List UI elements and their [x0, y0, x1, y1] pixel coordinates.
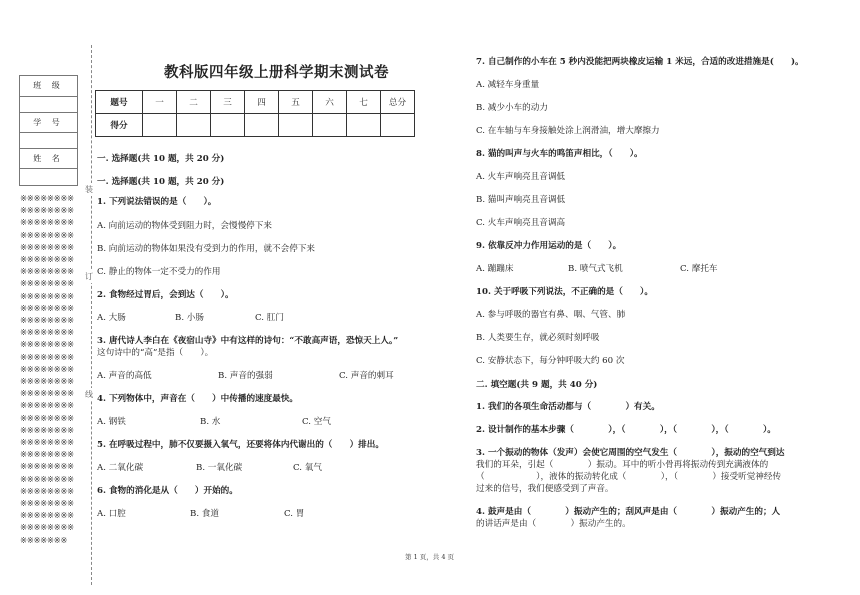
- q1-option-b: B. 向前运动的物体如果没有受到力的作用，就不会停下来: [97, 244, 316, 254]
- q2-option-a: A. 大肠: [97, 313, 126, 323]
- table-cell: 四: [245, 91, 279, 114]
- score-table-score-row: [96, 114, 415, 137]
- question-9: 9. 依靠反冲力作用运动的是（ ）。: [476, 241, 622, 251]
- question-7: 7. 自己制作的小车在 5 秒内没能把两块橡皮运输 1 米远，合适的改进措施是( )。: [476, 57, 804, 67]
- q6-option-c: C. 胃: [284, 509, 305, 519]
- question-3-cont: 这句诗中的“高”是指（ ）。: [97, 348, 214, 358]
- q1-option-a: A. 向前运动的物体受到阻力时，会慢慢停下来: [97, 221, 272, 231]
- score-cell[interactable]: [211, 114, 245, 137]
- section1-heading-repeat: 一. 选择题(共 10 题，共 20 分): [97, 177, 225, 187]
- q6-option-a: A. 口腔: [97, 509, 126, 519]
- score-cell[interactable]: [177, 114, 211, 137]
- fill-question-2: 2. 设计制作的基本步骤（ ），（ ），（ ），（ ）。: [476, 425, 776, 435]
- q10-option-b: B. 人类要生存，就必须时刻呼吸: [476, 333, 600, 343]
- score-cell[interactable]: [279, 114, 313, 137]
- question-10: 10. 关于呼吸下列说法，不正确的是（ ）。: [476, 287, 653, 297]
- score-cell[interactable]: [381, 114, 415, 137]
- q5-option-a: A. 二氧化碳: [97, 463, 144, 473]
- question-2: 2. 食物经过胃后，会到达（ ）。: [97, 290, 234, 300]
- student-number-field[interactable]: [20, 132, 77, 149]
- table-cell: 三: [211, 91, 245, 114]
- q3-option-a: A. 声音的高低: [97, 371, 152, 381]
- binding-dashed-line: [91, 45, 92, 585]
- score-cell[interactable]: [143, 114, 177, 137]
- fill-question-4: 4. 鼓声是由（ ）振动产生的；刮风声是由（ ）振动产生的；人: [476, 507, 781, 517]
- question-1: 1. 下列说法错误的是（ ）。: [97, 197, 217, 207]
- name-field[interactable]: [20, 168, 77, 185]
- score-table-header-row: [96, 91, 415, 114]
- q2-option-b: B. 小肠: [175, 313, 204, 323]
- table-cell: 七: [347, 91, 381, 114]
- q4-option-c: C. 空气: [302, 417, 331, 427]
- binding-char-xian: 线: [85, 390, 93, 399]
- q1-option-c: C. 静止的物体一定不受力的作用: [97, 267, 221, 277]
- question-4: 4. 下列物体中，声音在（ ）中传播的速度最快。: [97, 394, 299, 404]
- q8-option-b: B. 猫叫声响亮且音调低: [476, 195, 566, 205]
- q2-option-c: C. 肛门: [255, 313, 284, 323]
- question-8: 8. 猫的叫声与火车的鸣笛声相比，（ ）。: [476, 149, 643, 159]
- fill-question-3-line2: 我们的耳朵，引起（ ）振动。耳中的听小骨再将振动传到充满液体的: [476, 460, 769, 470]
- q10-option-c: C. 安静状态下，每分钟呼吸大约 60 次: [476, 356, 625, 366]
- q5-option-c: C. 氧气: [293, 463, 322, 473]
- name-label: 姓 名: [20, 148, 77, 169]
- fill-question-3-line3: （ ），液体的振动转化成（ ），（ ）接受听觉神经传: [476, 472, 782, 482]
- q10-option-a: A. 参与呼吸的器官有鼻、咽、气管、肺: [476, 310, 626, 320]
- score-cell[interactable]: [245, 114, 279, 137]
- fill-question-4-line2: 的讲话声是由（ ）振动产生的。: [476, 519, 631, 529]
- student-info-box: [19, 75, 78, 186]
- q5-option-b: B. 一氧化碳: [196, 463, 243, 473]
- question-6: 6. 食物的消化是从（ ）开始的。: [97, 486, 238, 496]
- page-footer: 第 1 页，共 4 页: [405, 553, 455, 561]
- q9-option-a: A. 蹦蹦床: [476, 264, 514, 274]
- fill-question-3: 3. 一个振动的物体（发声）会使它周围的空气发生（ ），振动的空气到达: [476, 448, 785, 458]
- table-cell: 总分: [381, 91, 415, 114]
- score-table: [95, 90, 415, 137]
- q7-option-c: C. 在车轴与车身接触处涂上润滑油，增大摩擦力: [476, 126, 660, 136]
- q8-option-c: C. 火车声响亮且音调高: [476, 218, 566, 228]
- fill-question-1: 1. 我们的各项生命活动都与（ ）有关。: [476, 402, 660, 412]
- q4-option-a: A. 钢铁: [97, 417, 126, 427]
- table-cell: 一: [143, 91, 177, 114]
- q9-option-b: B. 喷气式飞机: [568, 264, 623, 274]
- asterisk-border-pattern: ※※※※※※※※※※※※※※※※※※※※※※※※※※※※※※※※※※※※※※※※※※※※※※※※※※※※※※※※※※※※※※※※※※※※※※※※※※※※※※※※※※※※※※※※※※※※※※※※※※※※※※※※※※※※※※※※※※※※※※※※※※※※※※※※※※※※※※※※※※※※※※※※※※※※※※※※※※※※※※※※※※※※※※※※※※※※※※※※※※※※※※※※※※※※※※※※※※※※※※※※※※※※※※※※※※※※※※※※※※※※※※※※※※※※※※※: [20, 194, 74, 546]
- table-cell: 二: [177, 91, 211, 114]
- table-cell: 得分: [96, 114, 143, 137]
- score-cell[interactable]: [313, 114, 347, 137]
- q6-option-b: B. 食道: [190, 509, 219, 519]
- student-number-label: 学 号: [20, 112, 77, 133]
- class-field[interactable]: [20, 96, 77, 113]
- binding-char-ding: 订: [85, 272, 93, 281]
- fill-question-3-line4: 过来的信号，我们便感受到了声音。: [476, 484, 614, 494]
- table-cell: 六: [313, 91, 347, 114]
- question-5: 5. 在呼吸过程中，肺不仅要摄入氧气，还要将体内代谢出的（ ）排出。: [97, 440, 384, 450]
- score-cell[interactable]: [347, 114, 381, 137]
- section1-heading: 一. 选择题(共 10 题，共 20 分): [97, 154, 225, 164]
- question-3: 3. 唐代诗人李白在《夜宿山寺》中有这样的诗句：“不敢高声语，恐惊天上人。”: [97, 336, 399, 346]
- exam-title: 教科版四年级上册科学期末测试卷: [164, 64, 389, 81]
- q8-option-a: A. 火车声响亮且音调低: [476, 172, 566, 182]
- q7-option-b: B. 减少小车的动力: [476, 103, 548, 113]
- q9-option-c: C. 摩托车: [680, 264, 718, 274]
- q3-option-b: B. 声音的强弱: [218, 371, 273, 381]
- q4-option-b: B. 水: [200, 417, 221, 427]
- table-cell: 题号: [96, 91, 143, 114]
- class-label: 班 级: [33, 81, 64, 90]
- q7-option-a: A. 减轻车身重量: [476, 80, 540, 90]
- q3-option-c: C. 声音的刺耳: [339, 371, 394, 381]
- binding-char-zhuang: 装: [85, 185, 93, 194]
- table-cell: 五: [279, 91, 313, 114]
- section2-heading: 二. 填空题(共 9 题，共 40 分): [476, 380, 598, 390]
